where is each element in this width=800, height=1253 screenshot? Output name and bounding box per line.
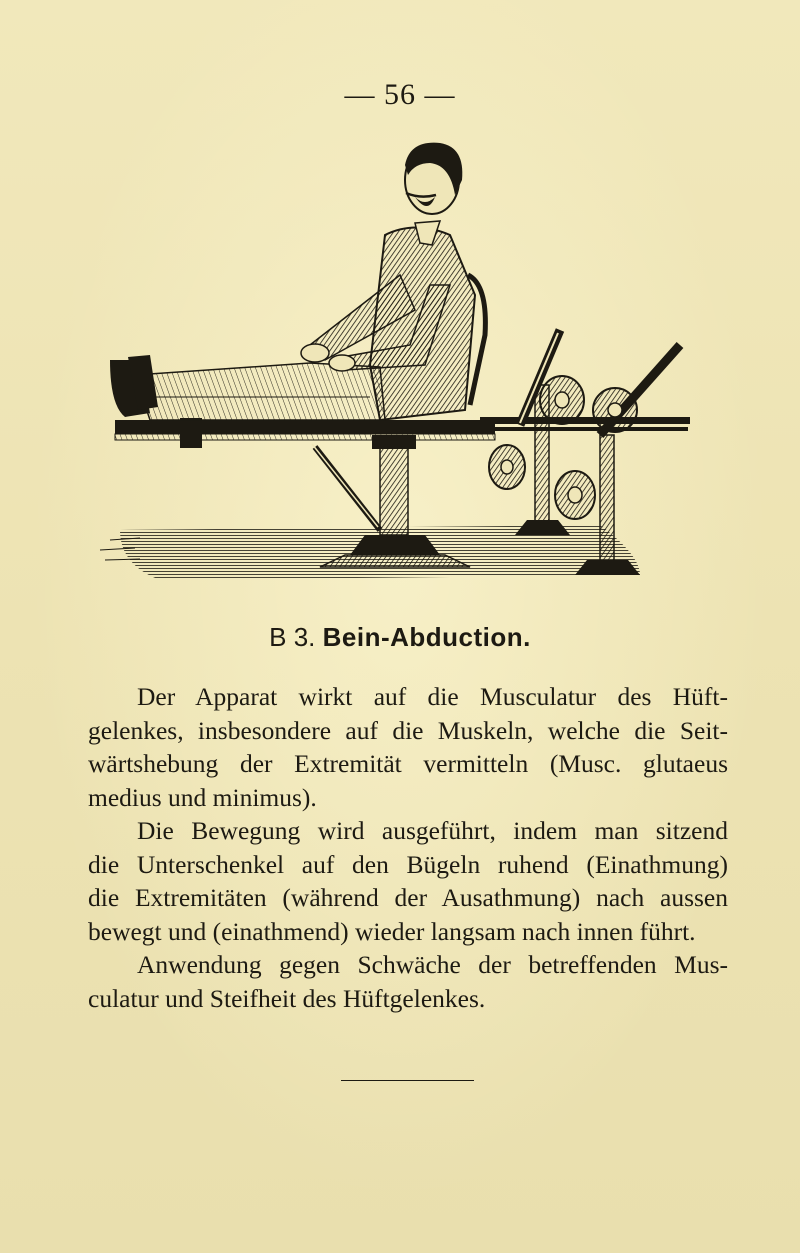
engraving-illustration	[80, 135, 730, 615]
text-line: die Extremitäten (während der Ausathmung) nach aussen	[88, 883, 728, 912]
text-line: wärtshebung der Extremität vermitteln (Musc. glutaeus	[88, 749, 728, 778]
text-line: bewegt und (einathmend) wieder langsam nach innen führt.	[88, 916, 696, 946]
text-line: Anwendung gegen Schwäche der betreffenden Mus-	[137, 950, 728, 979]
bench-apparatus-drawing	[80, 135, 730, 615]
text-line: Der Apparat wirkt auf die Musculatur des Hüft-	[137, 682, 728, 711]
figure-caption	[0, 622, 800, 653]
body-text	[88, 680, 728, 1015]
text-line: die Unterschenkel auf den Bügeln ruhend (Einathmung)	[88, 849, 728, 879]
text-line: gelenkes, insbesondere auf die Muskeln, welche die Seit-	[88, 715, 728, 745]
text-line: medius und minimus).	[88, 782, 317, 812]
figure-title: Bein-Abduction.	[322, 622, 531, 652]
text-line: culatur und Steifheit des Hüftgelenkes.	[88, 983, 486, 1013]
figure-code: B 3.	[269, 622, 316, 652]
section-divider-rule	[341, 1080, 474, 1081]
text-line: Die Bewegung wird ausgeführt, indem man sitzend	[137, 816, 728, 845]
seated-man	[110, 143, 485, 420]
page-number: — 56 —	[344, 78, 456, 111]
